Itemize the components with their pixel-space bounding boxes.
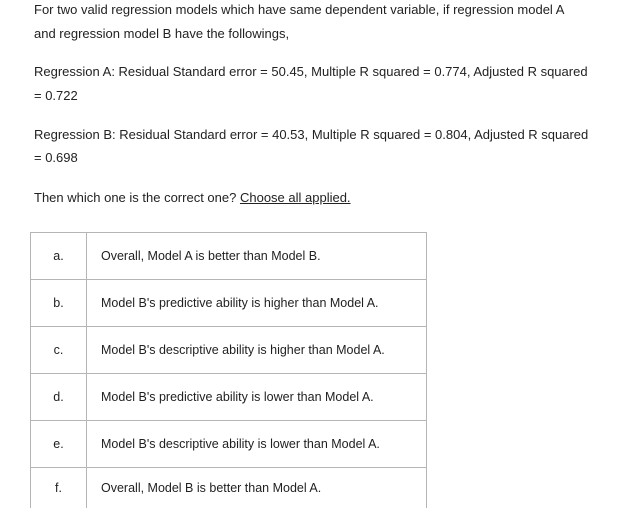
option-row-c[interactable] bbox=[31, 327, 427, 374]
options-table bbox=[30, 232, 427, 508]
question-intro-line-2: and regression model B have the followings, bbox=[34, 26, 290, 41]
question-prompt bbox=[34, 190, 351, 206]
option-row-d[interactable] bbox=[31, 374, 427, 421]
choose-all-instruction: Choose all applied. bbox=[239, 190, 351, 205]
option-letter: b. bbox=[31, 280, 87, 327]
option-row-a[interactable] bbox=[31, 233, 427, 280]
option-row-e[interactable] bbox=[31, 421, 427, 468]
model-a-stats-line-2: = 0.722 bbox=[34, 88, 78, 103]
option-letter: e. bbox=[31, 421, 87, 468]
prompt-text: Then which one is the correct one? bbox=[34, 190, 237, 205]
option-letter: c. bbox=[31, 327, 87, 374]
option-row-f[interactable] bbox=[31, 468, 427, 509]
option-row-b[interactable] bbox=[31, 280, 427, 327]
option-letter: a. bbox=[31, 233, 87, 280]
model-b-stats-line-2: = 0.698 bbox=[34, 150, 78, 165]
question-intro-line-1: For two valid regression models which have same dependent variable, if regression model A bbox=[34, 2, 565, 17]
model-b-stats-line-1: Regression B: Residual Standard error = 40.53, Multiple R squared = 0.804, Adjusted R squared bbox=[34, 127, 589, 142]
model-a-stats-line-1: Regression A: Residual Standard error = 50.45, Multiple R squared = 0.774, Adjusted R squared bbox=[34, 64, 588, 79]
option-text[interactable]: Model B's descriptive ability is higher than Model A. bbox=[87, 327, 427, 374]
option-letter: d. bbox=[31, 374, 87, 421]
option-text[interactable]: Model B's predictive ability is higher than Model A. bbox=[87, 280, 427, 327]
option-text[interactable]: Model B's descriptive ability is lower than Model A. bbox=[87, 421, 427, 468]
option-letter: f. bbox=[31, 468, 87, 509]
option-text[interactable]: Model B's predictive ability is lower than Model A. bbox=[87, 374, 427, 421]
option-text[interactable]: Overall, Model B is better than Model A. bbox=[87, 468, 427, 509]
option-text[interactable]: Overall, Model A is better than Model B. bbox=[87, 233, 427, 280]
